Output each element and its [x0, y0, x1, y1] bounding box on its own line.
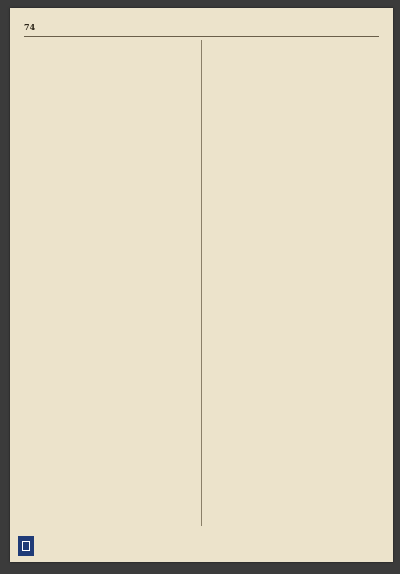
directory-entry — [212, 201, 379, 208]
directory-entry — [24, 354, 191, 361]
directory-entry — [212, 361, 379, 368]
directory-entry — [24, 107, 191, 114]
directory-entry — [212, 67, 379, 74]
directory-entry — [24, 435, 191, 442]
directory-entry — [212, 254, 379, 261]
directory-entry — [212, 435, 379, 442]
directory-entry — [212, 428, 379, 435]
directory-entry — [24, 241, 191, 248]
directory-entry — [212, 508, 379, 515]
directory-entry — [212, 107, 379, 114]
directory-entry — [212, 294, 379, 301]
directory-entry — [212, 53, 379, 60]
directory-entry — [24, 120, 191, 127]
directory-entry — [212, 374, 379, 381]
directory-entry — [24, 321, 191, 328]
directory-entry — [212, 194, 379, 201]
directory-entry — [24, 201, 191, 208]
directory-entry — [24, 388, 191, 395]
directory-entry — [24, 287, 191, 294]
directory-entry — [24, 160, 191, 167]
directory-entry — [24, 341, 191, 348]
directory-entry — [212, 73, 379, 80]
directory-entry — [24, 374, 191, 381]
document-page — [10, 8, 393, 562]
directory-entry — [24, 80, 191, 87]
directory-entry — [212, 401, 379, 408]
directory-columns — [24, 40, 379, 526]
directory-entry — [212, 461, 379, 468]
directory-entry — [212, 421, 379, 428]
directory-entry — [212, 448, 379, 455]
directory-entry — [212, 94, 379, 101]
directory-entry — [212, 274, 379, 281]
directory-entry — [24, 140, 191, 147]
directory-entry — [24, 67, 191, 74]
directory-entry — [24, 147, 191, 154]
directory-entry — [24, 401, 191, 408]
directory-entry — [212, 87, 379, 94]
page-number: 74 — [24, 22, 36, 32]
directory-entry — [212, 114, 379, 121]
directory-entry — [24, 267, 191, 274]
directory-entry — [212, 134, 379, 141]
directory-entry — [212, 468, 379, 475]
directory-entry — [24, 368, 191, 375]
directory-entry — [24, 187, 191, 194]
directory-entry — [212, 394, 379, 401]
right-column — [212, 40, 379, 526]
directory-entry — [212, 261, 379, 268]
directory-entry — [212, 60, 379, 67]
directory-entry — [212, 47, 379, 54]
directory-entry — [24, 274, 191, 281]
directory-entry — [24, 214, 191, 221]
directory-entry — [212, 80, 379, 87]
directory-entry — [212, 40, 379, 47]
library-logo-icon — [18, 536, 34, 556]
directory-entry — [24, 441, 191, 448]
directory-entry — [212, 515, 379, 522]
directory-entry — [212, 180, 379, 187]
directory-entry — [212, 160, 379, 167]
directory-entry — [212, 522, 379, 529]
page-footer — [10, 530, 393, 562]
directory-entry — [212, 341, 379, 348]
directory-entry — [212, 120, 379, 127]
directory-entry — [24, 301, 191, 308]
directory-entry — [24, 348, 191, 355]
directory-entry — [212, 455, 379, 462]
directory-entry — [24, 73, 191, 80]
directory-entry — [212, 475, 379, 482]
directory-entry — [24, 515, 191, 522]
directory-entry — [212, 441, 379, 448]
directory-entry — [24, 167, 191, 174]
directory-entry — [212, 301, 379, 308]
directory-entry — [24, 314, 191, 321]
directory-entry — [212, 381, 379, 388]
directory-entry — [24, 501, 191, 508]
directory-entry — [24, 174, 191, 181]
directory-entry — [24, 234, 191, 241]
directory-entry — [24, 468, 191, 475]
page-header — [24, 22, 379, 34]
directory-entry — [24, 207, 191, 214]
directory-entry — [212, 501, 379, 508]
directory-entry — [24, 114, 191, 121]
directory-entry — [212, 481, 379, 488]
directory-entry — [212, 321, 379, 328]
directory-entry — [24, 87, 191, 94]
directory-entry — [212, 281, 379, 288]
directory-entry — [24, 488, 191, 495]
directory-entry — [24, 408, 191, 415]
directory-entry — [24, 448, 191, 455]
directory-entry — [24, 481, 191, 488]
directory-entry — [212, 348, 379, 355]
directory-entry — [212, 234, 379, 241]
left-column — [24, 40, 191, 526]
directory-entry — [24, 361, 191, 368]
directory-entry — [24, 421, 191, 428]
directory-entry — [24, 60, 191, 67]
directory-entry — [212, 488, 379, 495]
directory-entry — [24, 294, 191, 301]
directory-entry — [212, 368, 379, 375]
directory-entry — [24, 495, 191, 502]
directory-entry — [24, 154, 191, 161]
directory-entry — [212, 408, 379, 415]
directory-entry — [212, 221, 379, 228]
directory-entry — [212, 154, 379, 161]
directory-entry — [24, 328, 191, 335]
directory-entry — [212, 127, 379, 134]
directory-entry — [24, 47, 191, 54]
directory-entry — [24, 100, 191, 107]
directory-entry — [24, 475, 191, 482]
directory-entry — [212, 308, 379, 315]
directory-entry — [212, 247, 379, 254]
directory-entry — [24, 194, 191, 201]
directory-entry — [24, 254, 191, 261]
directory-entry — [24, 455, 191, 462]
directory-entry — [24, 508, 191, 515]
header-rule — [24, 36, 379, 37]
directory-entry — [24, 428, 191, 435]
directory-entry — [212, 140, 379, 147]
directory-entry — [24, 334, 191, 341]
directory-entry — [24, 180, 191, 187]
directory-entry — [24, 281, 191, 288]
directory-entry — [212, 334, 379, 341]
directory-entry — [24, 394, 191, 401]
directory-entry — [212, 100, 379, 107]
directory-entry — [24, 127, 191, 134]
directory-entry — [212, 415, 379, 422]
directory-entry — [24, 227, 191, 234]
directory-entry — [212, 354, 379, 361]
directory-entry — [212, 174, 379, 181]
directory-entry — [24, 134, 191, 141]
directory-entry — [24, 247, 191, 254]
directory-entry — [212, 187, 379, 194]
directory-entry — [212, 495, 379, 502]
directory-entry — [212, 241, 379, 248]
directory-entry — [24, 221, 191, 228]
directory-entry — [24, 94, 191, 101]
directory-entry — [24, 381, 191, 388]
directory-entry — [212, 267, 379, 274]
directory-entry — [212, 207, 379, 214]
directory-entry — [24, 308, 191, 315]
directory-entry — [212, 287, 379, 294]
directory-entry — [212, 214, 379, 221]
directory-entry — [212, 227, 379, 234]
directory-entry — [24, 461, 191, 468]
directory-entry — [24, 40, 191, 47]
directory-entry — [24, 415, 191, 422]
directory-entry — [212, 314, 379, 321]
directory-entry — [212, 388, 379, 395]
directory-entry — [212, 167, 379, 174]
directory-entry — [24, 522, 191, 529]
directory-entry — [24, 261, 191, 268]
directory-entry — [212, 147, 379, 154]
directory-entry — [24, 53, 191, 60]
directory-entry — [212, 328, 379, 335]
column-divider — [201, 40, 202, 526]
